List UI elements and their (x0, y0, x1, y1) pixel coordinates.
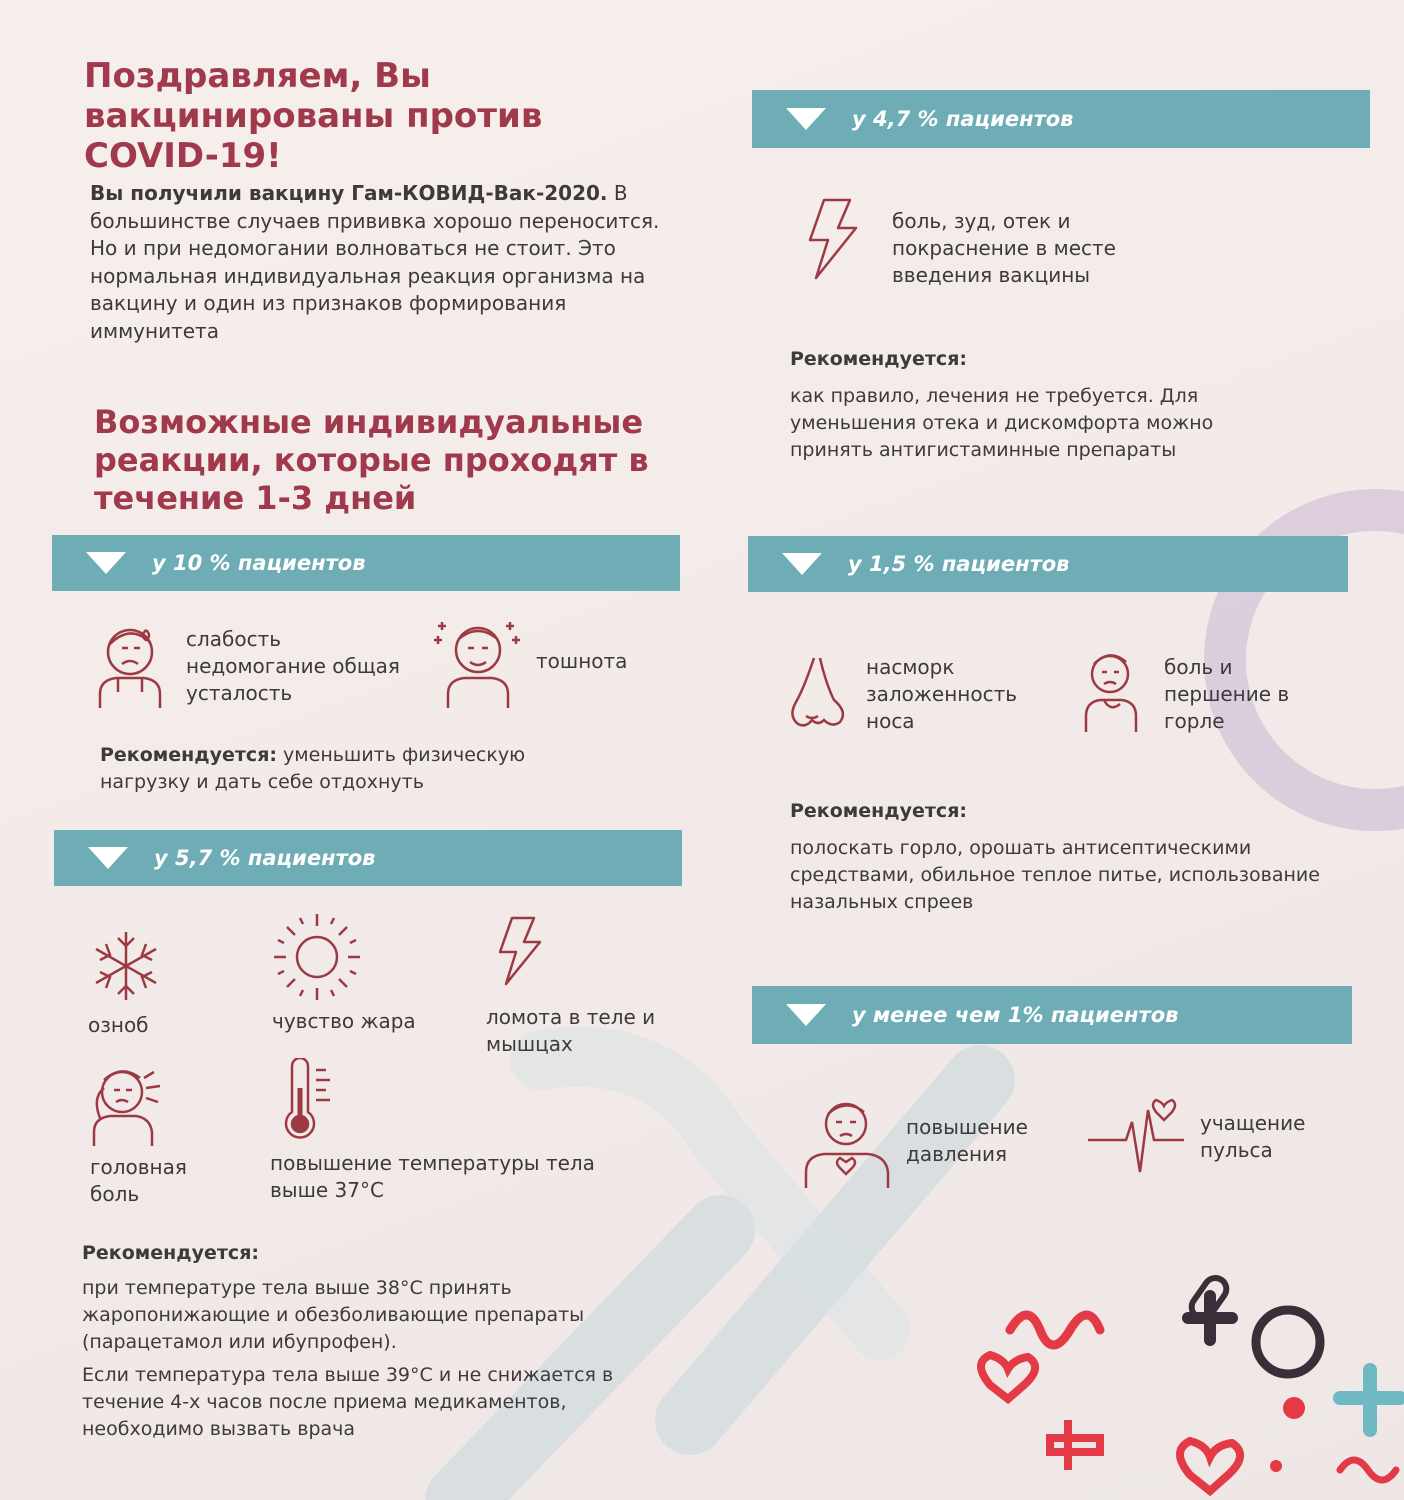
section-subtitle: Возможные индивидуальные реакции, которые проходят в течение 1-3 дней (94, 403, 649, 517)
sore-throat-person-icon (1080, 646, 1142, 734)
triangle-down-icon (782, 553, 822, 575)
group-47-header (752, 90, 1370, 148)
intro-text (90, 180, 670, 346)
symptom-blood-pressure: повышение давления (906, 1115, 1028, 1166)
rec-heading: Рекомендуется: (790, 800, 967, 822)
triangle-down-icon (86, 552, 126, 574)
sick-person-icon (96, 618, 168, 710)
symptom-nausea: тошнота (536, 649, 628, 673)
group-57-recommendation (82, 1240, 642, 1443)
triangle-down-icon (88, 847, 128, 869)
pressure-person-icon (800, 1094, 894, 1190)
group-47-recommendation (790, 346, 1300, 464)
triangle-down-icon (786, 1004, 826, 1026)
rec-heading: Рекомендуется: (82, 1242, 259, 1264)
group-10-header (52, 535, 680, 591)
group-1-header (752, 986, 1352, 1044)
symptom-sore-throat: боль и першение в горле (1164, 655, 1290, 733)
heart-pulse-icon (1086, 1096, 1186, 1176)
rec-text-2: Если температура тела выше 39°C и не снижается в течение 4-х часов после приема медикаментов, необходимо вызвать врача (82, 1363, 614, 1440)
nose-icon (786, 654, 848, 730)
rec-heading: Рекомендуется: (100, 744, 277, 766)
triangle-down-icon (786, 108, 826, 130)
medical-doodles-decoration (960, 1270, 1404, 1500)
symptom-body-aches: ломота в теле и мышцах (486, 1005, 656, 1056)
thermometer-icon (278, 1058, 334, 1144)
rec-heading: Рекомендуется: (790, 348, 967, 370)
rec-text: как правило, лечения не требуется. Для уменьшения отека и дискомфорта можно принять антигистаминные препараты (790, 384, 1214, 461)
page-title: Поздравляем, Вы вакцинированы против COVID-19! (84, 56, 543, 177)
group-15-label: у 1,5 % пациентов (848, 552, 1070, 576)
rec-text-1: при температуре тела выше 38°C принять жаропонижающие и обезболивающие препараты (парацетамол или ибупрофен). (82, 1276, 585, 1353)
symptom-heat: чувство жара (272, 1009, 416, 1033)
group-57-header (54, 830, 682, 886)
symptom-runny-nose: насморк заложенность носа (866, 655, 1018, 733)
intro-body: В большинстве случаев прививка хорошо переносится. Но и при недомогании волноваться не стоит. Это нормальная индивидуальная реакция организма на вакцину и один из признаков формирования иммунитета (90, 181, 660, 343)
group-10-recommendation (100, 742, 620, 796)
group-57-label: у 5,7 % пациентов (154, 846, 376, 870)
group-47-label: у 4,7 % пациентов (852, 107, 1074, 131)
group-1-label: у менее чем 1% пациентов (852, 1003, 1179, 1027)
lightning-icon (494, 914, 546, 988)
group-15-header (748, 536, 1348, 592)
snowflake-icon (88, 928, 164, 1004)
rec-text: полоскать горло, орошать антисептическими средствами, обильное теплое питье, использование назальных спреев (790, 836, 1320, 913)
nausea-person-icon (432, 618, 524, 710)
intro-bold: Вы получили вакцину Гам-КОВИД-Вак-2020. (90, 181, 608, 205)
symptom-weakness: слабость недомогание общая усталость (186, 627, 400, 705)
group-10-label: у 10 % пациентов (152, 551, 366, 575)
symptom-injection-site: боль, зуд, отек и покраснение в месте введения вакцины (892, 209, 1116, 287)
sun-icon (270, 910, 364, 1004)
rec-text: уменьшить физическую нагрузку и дать себе отдохнуть (100, 744, 526, 793)
group-15-recommendation (790, 798, 1330, 916)
symptom-fever: повышение температуры тела выше 37°C (270, 1151, 595, 1202)
headache-person-icon (86, 1058, 172, 1148)
symptom-chills: озноб (88, 1013, 149, 1037)
lightning-icon (804, 196, 862, 282)
symptom-heart-rate: учащение пульса (1200, 1111, 1306, 1162)
symptom-headache: головная боль (90, 1155, 187, 1206)
